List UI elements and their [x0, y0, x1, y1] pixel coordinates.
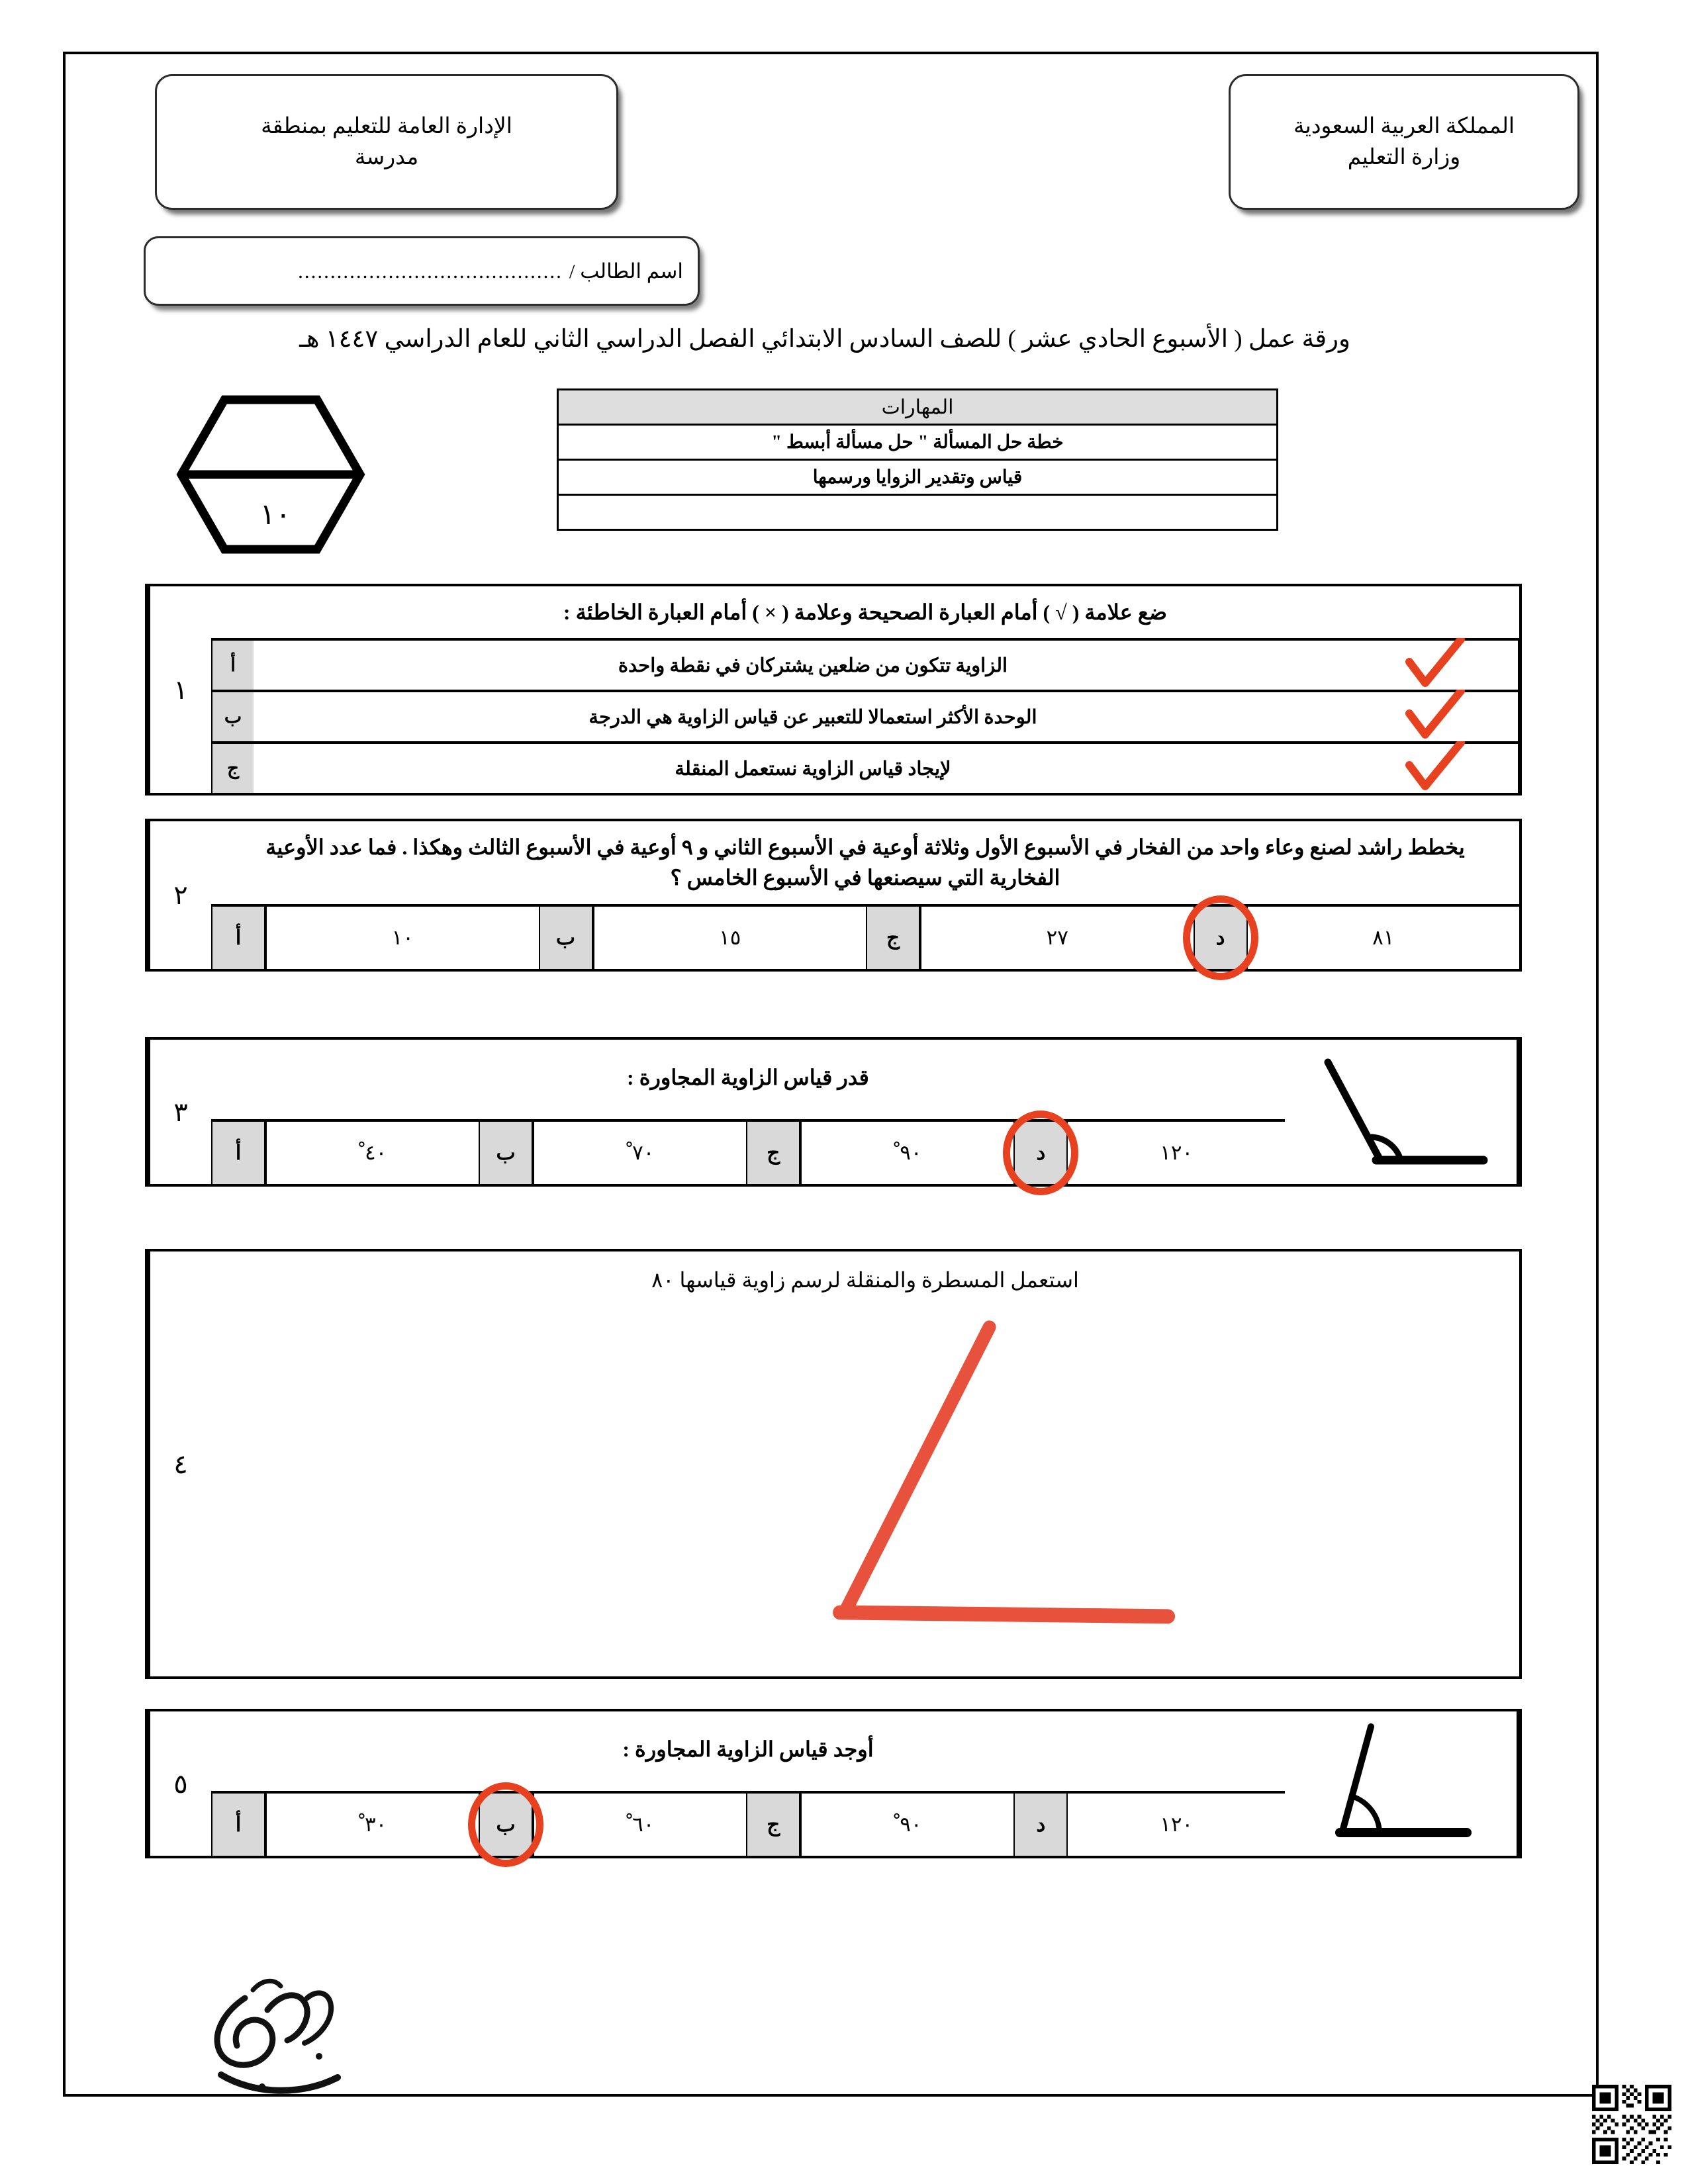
qr-code-icon [1592, 2085, 1671, 2164]
question-1-answer-b[interactable] [1372, 692, 1519, 741]
question-5-options [211, 1791, 1285, 1856]
question-5-option-b[interactable] [479, 1794, 533, 1856]
question-3-option-c[interactable] [746, 1122, 800, 1184]
question-1-stem: ضع علامة ( √ ) أمام العبارة الصحيحة وعلامة ( × ) أمام العبارة الخاطئة : [563, 600, 1168, 624]
question-5-label-c: ج [767, 1813, 780, 1837]
question-3-option-a[interactable] [211, 1122, 265, 1184]
acute-angle-diagram-icon [1301, 1048, 1500, 1177]
checkmark-icon [1397, 741, 1477, 794]
ministry-label: وزارة التعليم [1347, 145, 1461, 169]
skills-row [558, 425, 1278, 460]
hand-drawn-angle-icon [211, 1295, 1519, 1676]
signature-icon [181, 1964, 380, 2129]
worksheet-page [63, 52, 1599, 2097]
question-1-answer-c[interactable] [1372, 744, 1519, 793]
question-4-stem: استعمل المسطرة والمنقلة لرسم زاوية قياسها ٨٠ [651, 1268, 1079, 1292]
checkmark-icon [1397, 690, 1477, 743]
student-name-field[interactable] [144, 236, 700, 306]
question-5-label-a: أ [235, 1813, 242, 1837]
question-3-label-b: ب [496, 1141, 516, 1165]
question-5-option-c[interactable] [746, 1794, 800, 1856]
question-1-statement-c: لإيجاد قياس الزاوية نستعمل المنقلة [675, 758, 951, 780]
question-2-value-d[interactable]: ٨١ [1372, 925, 1395, 949]
skills-row [558, 460, 1278, 495]
question-3-stem: قدر قياس الزاوية المجاورة : [627, 1066, 869, 1089]
question-3 [145, 1037, 1522, 1187]
grade-value: ١٠ [259, 498, 291, 531]
student-name-label: اسم الطالب / [569, 259, 683, 283]
question-3-diagram [1285, 1040, 1519, 1184]
hexagon-shape [175, 392, 367, 557]
table-row [211, 690, 1519, 741]
question-5-label-b: ب [496, 1813, 516, 1837]
question-5-value-d[interactable]: ١٢٠ [1160, 1813, 1194, 1837]
question-2 [145, 819, 1522, 972]
qr-code [1592, 2085, 1671, 2164]
question-2-label-c: ج [886, 925, 900, 949]
question-5-option-d[interactable] [1013, 1794, 1068, 1856]
question-1-number: ١ [148, 586, 211, 793]
teacher-signature [181, 1964, 380, 2129]
question-4 [145, 1249, 1522, 1679]
education-department-line2: مدرسة [354, 145, 419, 169]
steep-angle-diagram-icon [1301, 1717, 1500, 1850]
question-2-option-d[interactable] [1194, 907, 1248, 969]
question-2-label-a: أ [235, 925, 242, 949]
ministry-box [1229, 74, 1579, 210]
question-1-label-b: ب [211, 692, 254, 741]
question-2-options [211, 904, 1519, 969]
question-5-value-c[interactable]: ٩٠ ْ [800, 1794, 1013, 1856]
question-3-value-b[interactable]: ٧٠ ْ [533, 1122, 746, 1184]
question-2-value-b[interactable]: ١٥ [593, 907, 867, 969]
question-3-label-a: أ [235, 1141, 242, 1165]
question-5-value-a[interactable]: ٣٠ ْ [265, 1794, 479, 1856]
question-2-number: ٢ [148, 821, 211, 969]
question-2-label-d: د [1215, 925, 1225, 949]
skills-header-row [558, 390, 1278, 425]
question-3-option-d[interactable] [1013, 1122, 1068, 1184]
question-5-option-a[interactable] [211, 1794, 265, 1856]
question-5 [145, 1709, 1522, 1858]
question-1-statement-a: الزاوية تتكون من ضلعين يشتركان في نقطة واحدة [618, 655, 1008, 676]
question-1-statement-b: الوحدة الأكثر استعمالا للتعبير عن قياس الزاوية هي الدرجة [588, 706, 1037, 728]
skills-row [558, 495, 1278, 530]
table-row [211, 741, 1519, 793]
question-4-number: ٤ [148, 1251, 211, 1676]
question-5-diagram [1285, 1711, 1519, 1856]
question-5-value-b[interactable]: ٦٠ ْ [533, 1794, 746, 1856]
question-2-stem: يخطط راشد لصنع وعاء واحد من الفخار في الأسبوع الأول وثلاثة أوعية في الأسبوع الثاني و ٩ أوعية في الأسبوع الثالث وهكذا . فما عدد الأوعية الفخارية التي سيصنعها في الأسبوع الخامس ؟ [265, 835, 1465, 890]
question-5-stem: أوجد قياس الزاوية المجاورة : [622, 1737, 874, 1761]
question-3-label-d: د [1036, 1141, 1046, 1165]
question-2-value-a[interactable]: ١٠ [265, 907, 539, 969]
student-name-dots: ......................................... [298, 259, 563, 283]
question-2-option-a[interactable] [211, 907, 265, 969]
page-title: ورقة عمل ( الأسبوع الحادي عشر ) للصف السادس الابتدائي الفصل الدراسي الثاني للعام الدراسي ١٤٤٧ هـ [299, 326, 1350, 353]
question-1-answer-a[interactable] [1372, 641, 1519, 690]
skills-header-cell: المهارات [558, 390, 1278, 425]
skill-1: خطة حل المسألة " حل مسألة أبسط " [558, 425, 1278, 460]
question-5-label-d: د [1036, 1813, 1046, 1837]
question-2-option-b[interactable] [539, 907, 593, 969]
question-3-label-c: ج [767, 1141, 780, 1165]
question-4-answer-area[interactable] [211, 1295, 1519, 1676]
question-3-value-d[interactable]: ١٢٠ [1160, 1141, 1194, 1165]
education-department-box [155, 74, 618, 210]
question-5-number: ٥ [148, 1711, 211, 1856]
question-3-value-c[interactable]: ٩٠ ْ [800, 1122, 1013, 1184]
question-2-value-c[interactable]: ٢٧ [920, 907, 1194, 969]
question-2-option-c[interactable] [866, 907, 920, 969]
question-1-label-c: ج [211, 744, 254, 793]
table-row [211, 638, 1519, 690]
education-department-line1: الإدارة العامة للتعليم بمنطقة [261, 114, 512, 138]
question-3-options [211, 1119, 1285, 1184]
skill-2: قياس وتقدير الزوايا ورسمها [558, 460, 1278, 495]
question-3-number: ٣ [148, 1040, 211, 1184]
question-3-value-a[interactable]: ٤٠ ْ [265, 1122, 479, 1184]
skill-3-empty [558, 495, 1278, 530]
question-3-option-b[interactable] [479, 1122, 533, 1184]
question-1-label-a: أ [211, 641, 254, 690]
skills-table [557, 388, 1278, 531]
grade-hexagon [175, 392, 367, 557]
kingdom-label: المملكة العربية السعودية [1293, 114, 1515, 138]
question-1 [145, 584, 1522, 796]
checkmark-icon [1397, 638, 1477, 691]
question-2-label-b: ب [555, 925, 576, 949]
